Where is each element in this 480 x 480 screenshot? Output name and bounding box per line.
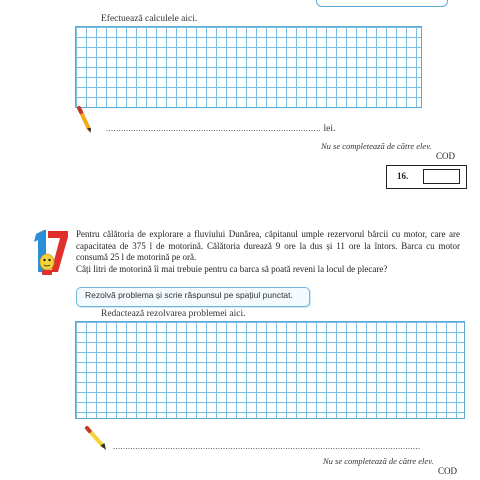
solution-grid[interactable]: [75, 321, 465, 419]
cod-label: COD: [438, 466, 458, 476]
evaluator-note: Nu se completează de către elev.: [323, 456, 434, 466]
calculation-grid[interactable]: [75, 26, 422, 108]
evaluator-note: Nu se completează de către elev.: [321, 141, 432, 151]
score-number: 16.: [397, 171, 409, 181]
problem-statement: [76, 229, 460, 275]
answer-dots: ......................................................................................: [106, 124, 321, 133]
pencil-icon: [84, 424, 108, 452]
previous-answer-box: [316, 0, 448, 7]
calculation-grid-label: Efectuează calculele aici.: [101, 14, 198, 24]
score-input[interactable]: [423, 169, 460, 184]
solution-grid-label: Redactează rezolvarea problemei aici.: [101, 309, 246, 319]
cod-label: COD: [436, 151, 456, 161]
final-answer-line[interactable]: ...........................................................................................................................: [113, 442, 421, 451]
problem-number-badge: [30, 226, 74, 278]
problem-statement-text: Pentru călătoria de explorare a fluviului Dunărea, căpitanul umple rezervorul bărcii cu motor, care are capacitatea de 375 l de motorină. Călătoria durează 9 ore la dus și 11 ore la întors. Barca cu motor consumă 25 l de motorină pe oră.: [76, 229, 460, 262]
answer-unit: lei.: [323, 124, 336, 134]
problem-question: Câți litri de motorină îi mai trebuie pentru ca barca să poată reveni la locul de plecare?: [76, 263, 388, 274]
pencil-icon: [76, 104, 94, 134]
task-instruction: Rezolvă problema și scrie răspunsul pe spațiul punctat.: [85, 290, 293, 300]
answer-line[interactable]: [106, 124, 335, 134]
